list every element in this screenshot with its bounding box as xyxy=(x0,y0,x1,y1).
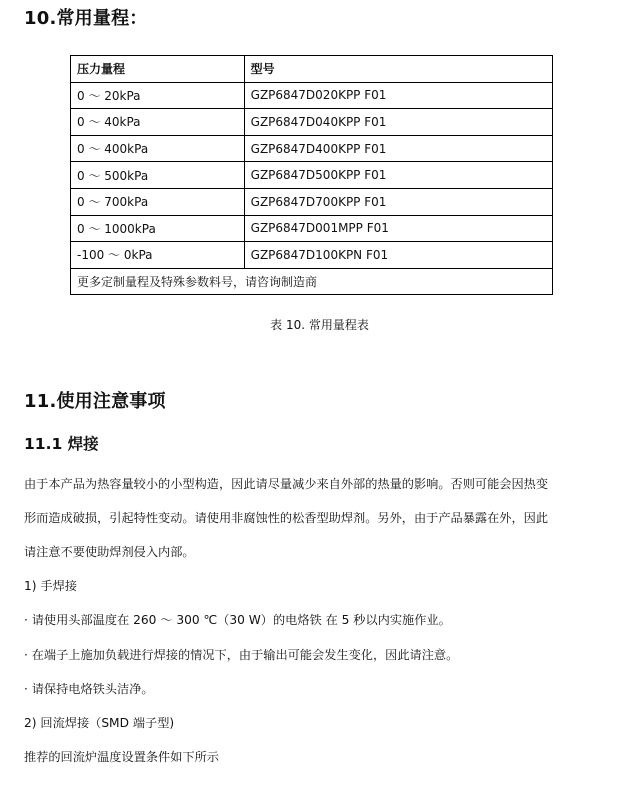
bullet-item: · 请使用头部温度在 260 ～ 300 ℃（30 W）的电烙铁 在 5 秒以内实施作业。 xyxy=(24,613,451,627)
paragraph-line: 形而造成破损，引起特性变动。请使用非腐蚀性的松香型助焊剂。另外，由于产品暴露在外，因此 xyxy=(24,511,549,525)
bullet-item: · 请保持电烙铁头洁净。 xyxy=(24,682,154,696)
table-footer-row xyxy=(71,268,553,295)
section-10-heading: 10.常用量程： xyxy=(24,8,148,29)
cell-model: GZP6847D700KPP F01 xyxy=(244,188,552,215)
reflow-soldering-title: 2) 回流焊接（SMD 端子型) xyxy=(24,716,175,730)
cell-range: 0 ～ 40kPa xyxy=(71,109,245,136)
cell-range: 0 ～ 700kPa xyxy=(71,188,245,215)
cell-range: 0 ～ 500kPa xyxy=(71,162,245,189)
cell-model: GZP6847D500KPP F01 xyxy=(244,162,552,189)
table-row xyxy=(71,162,553,189)
reflow-condition-text: 推荐的回流炉温度设置条件如下所示 xyxy=(24,750,219,764)
cell-range: 0 ～ 1000kPa xyxy=(71,215,245,242)
cell-model: GZP6847D001MPP F01 xyxy=(244,215,552,242)
bullet-item: · 在端子上施加负载进行焊接的情况下，由于输出可能会发生变化，因此请注意。 xyxy=(24,648,459,662)
pressure-range-table xyxy=(70,55,553,295)
cell-model: GZP6847D400KPP F01 xyxy=(244,135,552,162)
header-pressure-range: 压力量程 xyxy=(71,56,245,83)
table-row xyxy=(71,109,553,136)
paragraph-line: 请注意不要使助焊剂侵入内部。 xyxy=(24,545,195,559)
table-footer-note: 更多定制量程及特殊参数料号，请咨询制造商 xyxy=(71,268,553,295)
table-row xyxy=(71,188,553,215)
hand-soldering-title: 1) 手焊接 xyxy=(24,579,77,593)
table-row xyxy=(71,82,553,109)
section-11-heading: 11.使用注意事项 xyxy=(24,391,166,412)
table-row xyxy=(71,135,553,162)
table-row xyxy=(71,242,553,269)
table-row xyxy=(71,215,553,242)
cell-model: GZP6847D100KPN F01 xyxy=(244,242,552,269)
section-11-1-heading: 11.1 焊接 xyxy=(24,435,99,453)
cell-model: GZP6847D020KPP F01 xyxy=(244,82,552,109)
cell-range: -100 ～ 0kPa xyxy=(71,242,245,269)
header-model: 型号 xyxy=(244,56,552,83)
table-header-row xyxy=(71,56,553,83)
paragraph-line: 由于本产品为热容量较小的小型构造，因此请尽量减少来自外部的热量的影响。否则可能会因热变 xyxy=(24,477,549,491)
cell-range: 0 ～ 20kPa xyxy=(71,82,245,109)
cell-model: GZP6847D040KPP F01 xyxy=(244,109,552,136)
table-caption: 表 10. 常用量程表 xyxy=(270,318,369,332)
cell-range: 0 ～ 400kPa xyxy=(71,135,245,162)
